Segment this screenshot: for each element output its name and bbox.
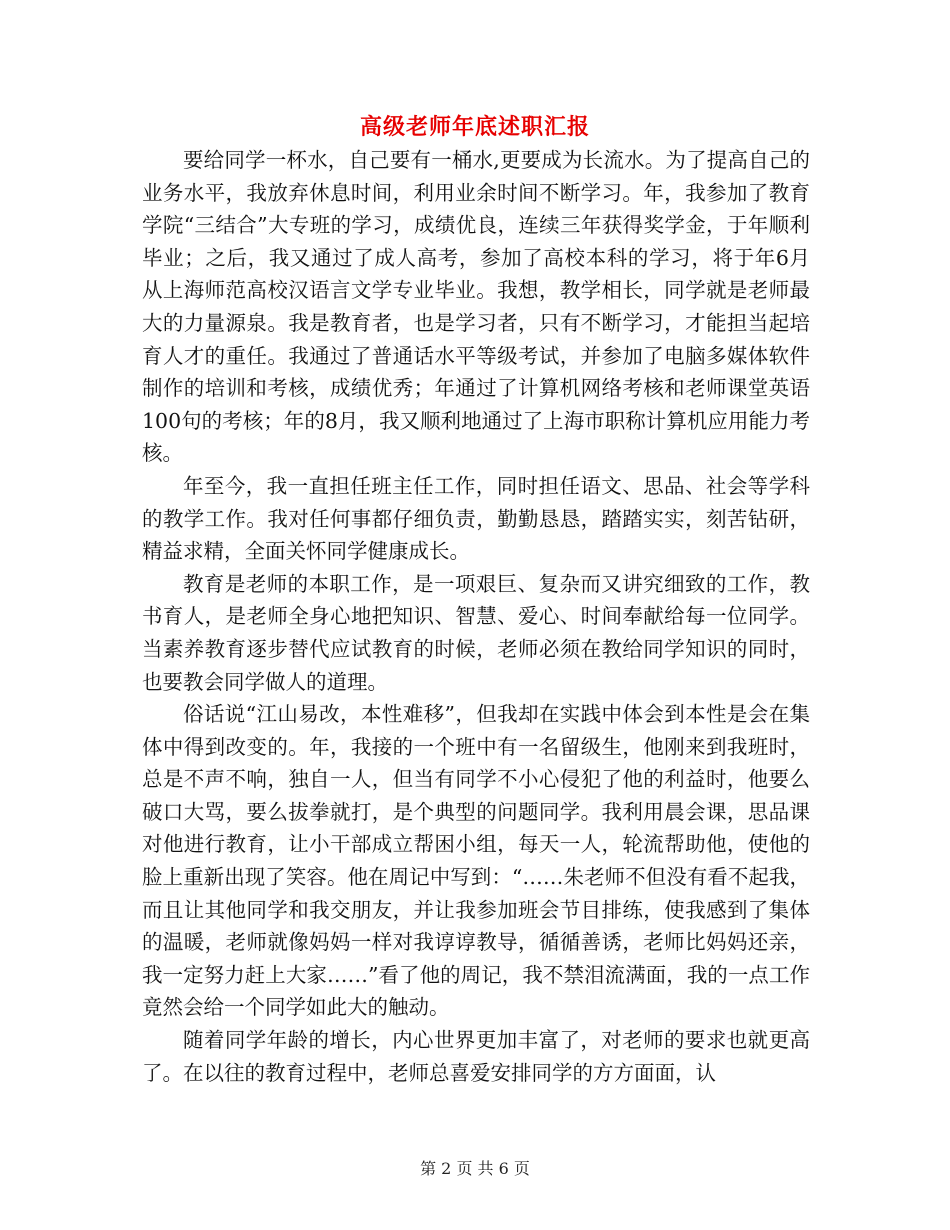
paragraph-2: 年至今，我一直担任班主任工作，同时担任语文、思品、社会等学科的教学工作。我对任何事都仔细负责，勤勤恳恳，踏踏实实，刻苦钻研，精益求精，全面关怀同学健康成长。 — [142, 473, 810, 564]
paragraph-5: 随着同学年龄的增长，内心世界更加丰富了，对老师的要求也就更高了。在以往的教育过程中，老师总喜爱安排同学的方方面面，认 — [142, 1028, 810, 1085]
page-footer: 第 2 页 共 6 页 — [420, 1159, 530, 1178]
document-title: 高级老师年底述职汇报 — [359, 114, 590, 140]
paragraph-4: 俗话说“江山易改，本性难移”，但我却在实践中体会到本性是会在集体中得到改变的。年，我接的一个班中有一名留级生，他刚来到我班时，总是不声不响，独自一人，但当有同学不小心侵犯了他的利益时，他要么破口大骂，要么拔拳就打，是个典型的问题同学。我利用晨会课，思品课对他进行教育，让小干部成立帮困小组，每天一人，轮流帮助他，使他的脸上重新出现了笑容。他在周记中写到：“……朱老师不但没有看不起我，而且让其他同学和我交朋友，并让我参加班会节目排练，使我感到了集体的温暖，老师就像妈妈一样对我谆谆教导，循循善诱，老师比妈妈还亲，我一定努力赶上大家……”看了他的周记，我不禁泪流满面，我的一点工作竟然会给一个同学如此大的触动。 — [142, 702, 810, 1020]
document-body — [142, 144, 810, 1089]
paragraph-3: 教育是老师的本职工作，是一项艰巨、复杂而又讲究细致的工作，教书育人，是老师全身心地把知识、智慧、爱心、时间奉献给每一位同学。当素养教育逐步替代应试教育的时候，老师必须在教给同学知识的同时，也要教会同学做人的道理。 — [142, 571, 810, 694]
paragraph-1: 要给同学一杯水，自己要有一桶水,更要成为长流水。为了提高自己的业务水平，我放弃休息时间，利用业余时间不断学习。年，我参加了教育学院“三结合”大专班的学习，成绩优良，连续三年获得奖学金，于年顺利毕业；之后，我又通过了成人高考，参加了高校本科的学习，将于年6月从上海师范高校汉语言文学专业毕业。我想，教学相长，同学就是老师最大的力量源泉。我是教育者，也是学习者，只有不断学习，才能担当起培育人才的重任。我通过了普通话水平等级考试，并参加了电脑多媒体软件制作的培训和考核，成绩优秀；年通过了计算机网络考核和老师课堂英语100句的考核；年的8月，我又顺利地通过了上海市职称计算机应用能力考核。 — [142, 148, 810, 466]
